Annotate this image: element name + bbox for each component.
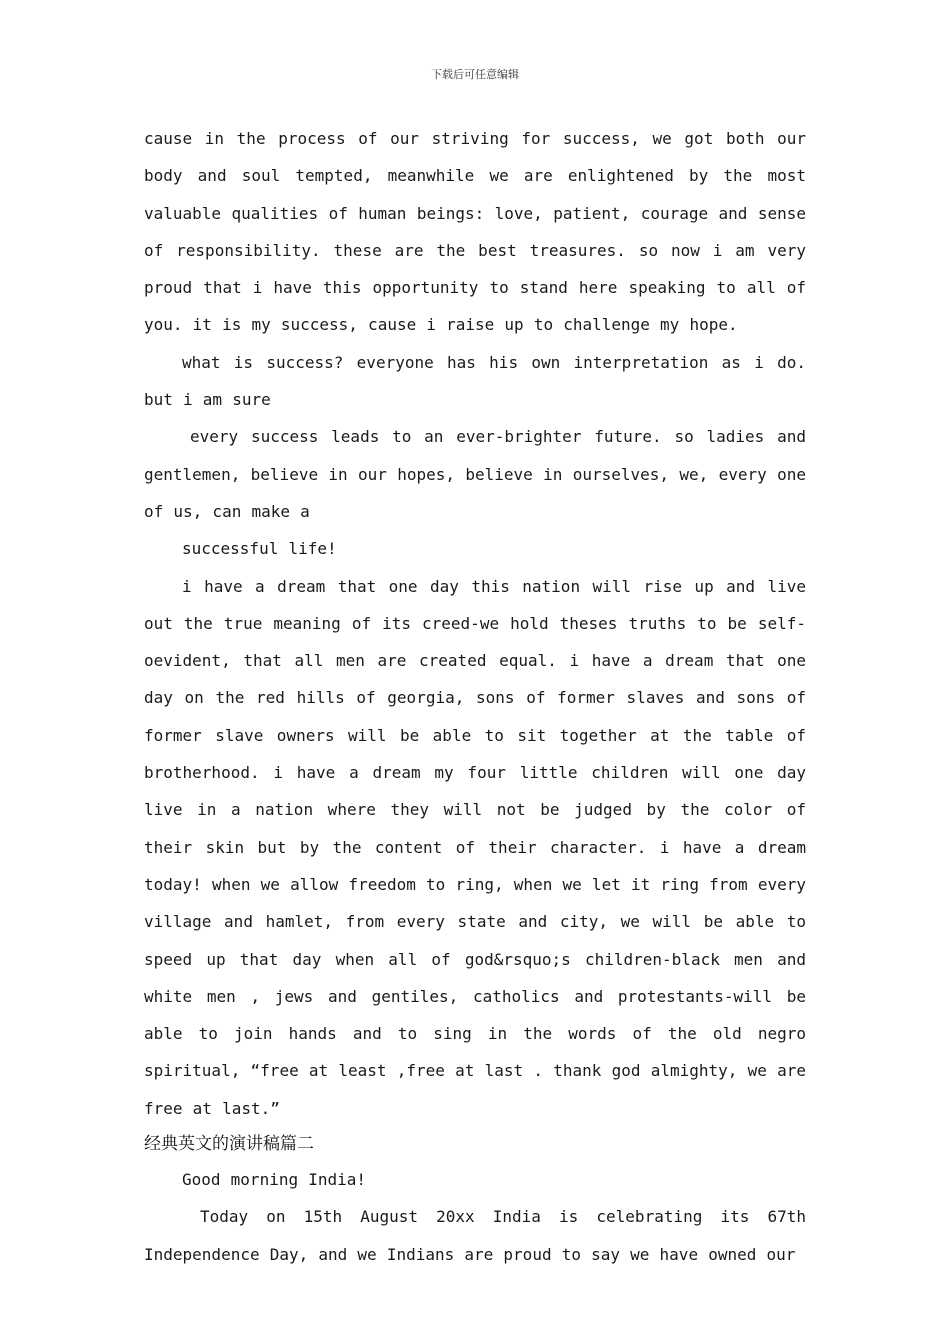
section-heading: 经典英文的演讲稿篇二 <box>144 1134 314 1155</box>
page-header: 下载后可任意编辑 <box>431 68 519 81</box>
paragraph: every success leads to an ever-brighter future. so ladies and gentlemen, believe in our hopes, believe in ourselves, we, every one of us, can make a <box>144 427 806 521</box>
paragraph: successful life! <box>182 539 337 559</box>
paragraph: what is success? everyone has his own interpretation as i do. but i am sure <box>144 352 806 410</box>
document-body <box>144 120 806 1273</box>
paragraph: i have a dream that one day this nation will rise up and live out the true meaning of its creed-we hold theses truths to be self-oevident, that all men are created equal. i have a dream that one day on the red hills of georgia, sons of former slaves and sons of former slave owners will be able to sit together at the table of brotherhood. i have a dream my four little children will one day live in a nation where they will not be judged by the color of their skin but by the content of their character. i have a dream today! when we allow freedom to ring, when we let it ring from every village and hamlet, from every state and city, we will be able to speed up that day when all of god&rsquo;s children-black men and white men , jews and gentiles, catholics and protestants-will be able to join hands and to sing in the words of the old negro spiritual, “free at least ,free at last . thank god almighty, we are free at last.” <box>144 576 806 1118</box>
paragraph: Good morning India! <box>182 1170 367 1190</box>
paragraph: cause in the process of our striving for success, we got both our body and soul tempted, meanwhile we are enlightened by the most valuable qualities of human beings: love, patient, courage and sense of responsibility. these are the best treasures. so now i am very proud that i have this opportunity to stand here speaking to all of you. it is my success, cause i raise up to challenge my hope. <box>144 129 806 335</box>
paragraph: Today on 15th August 20xx India is celebrating its 67th Independence Day, and we Indians are proud to say we have owned our <box>144 1207 806 1264</box>
